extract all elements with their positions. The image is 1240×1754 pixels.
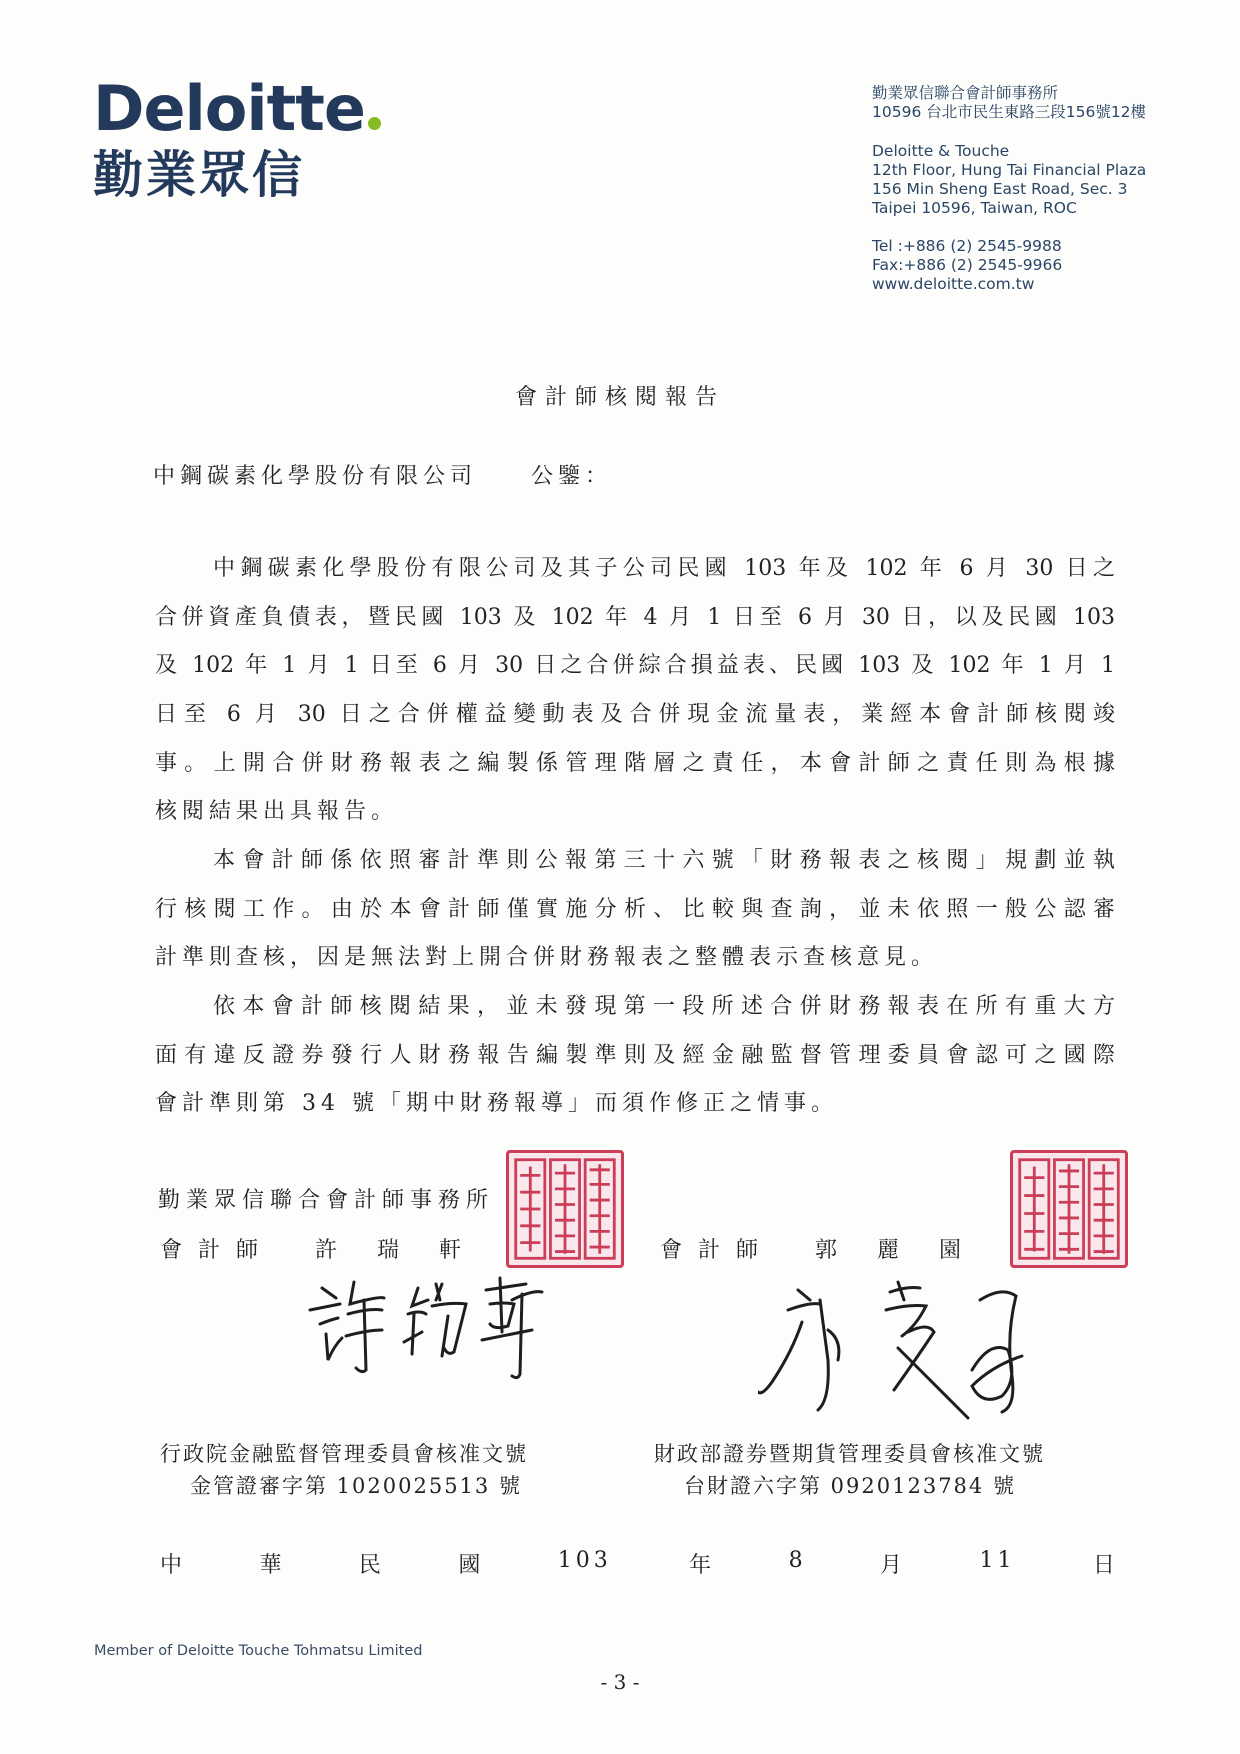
- paragraph-2: [155, 837, 1115, 983]
- addressee: 中鋼碳素化學股份有限公司 公鑒：: [153, 464, 613, 489]
- cpa2-seal: [1010, 1150, 1128, 1268]
- paragraph-3: [155, 983, 1115, 1129]
- paragraph-line: 行核閱工作。由於本會計師僅實施分析、比較與查詢，並未依照一般公認審: [155, 896, 1115, 922]
- fax: Fax:+886 (2) 2545-9966: [872, 256, 1063, 274]
- firm-name-zh: 勤業眾信聯合會計師事務所: [872, 84, 1059, 102]
- date-era-char: 華: [259, 1553, 282, 1578]
- paragraph-line: 本會計師係依照審計準則公報第三十六號「財務報表之核閱」規劃並執: [213, 848, 1115, 873]
- paragraph-line: 核閱結果出具報告。: [155, 799, 399, 825]
- paragraph-line: 依本會計師核閱結果，並未發現第一段所述合併財務報表在所有重大方: [213, 994, 1115, 1019]
- date-era-char: 中: [160, 1553, 183, 1578]
- paragraph-line: 日至 6 月 30 日之合併權益變動表及合併現金流量表，業經本會計師核閱竣: [155, 702, 1115, 728]
- approval1-authority: 行政院金融監督管理委員會核准文號: [160, 1442, 528, 1466]
- address-block-en: [872, 142, 1146, 218]
- page-number: - 3 -: [600, 1670, 640, 1694]
- date-day: 11: [979, 1548, 1016, 1573]
- date-year-unit: 年: [689, 1553, 712, 1578]
- cpa2-name: 郭麗園: [815, 1238, 1002, 1263]
- date-era-char: 民: [358, 1553, 381, 1578]
- approval2-number: 台財證六字第 0920123784 號: [684, 1474, 1016, 1498]
- cpa2-label: 會計師: [660, 1238, 775, 1263]
- paragraph-line: 計準則查核，因是無法對上開合併財務報表之整體表示查核意見。: [155, 945, 939, 971]
- logo-text: Deloitte: [93, 72, 365, 145]
- cpa2-line: [660, 1233, 1002, 1264]
- paragraph-1: [155, 545, 1115, 837]
- cpa2-handwritten-signature: [758, 1270, 1088, 1440]
- approval1-number: 金管證審字第 1020025513 號: [190, 1474, 522, 1498]
- cpa1-handwritten-signature: [300, 1270, 560, 1385]
- address-en-line1: 12th Floor, Hung Tai Financial Plaza: [872, 161, 1147, 179]
- report-title: 會計師核閱報告: [514, 385, 725, 410]
- logo-chinese: 勤業眾信: [93, 146, 305, 204]
- date-year: 103: [557, 1548, 612, 1573]
- date-month-unit: 月: [880, 1553, 903, 1578]
- cpa1-name: 許瑞軒: [315, 1238, 502, 1263]
- cpa1-line: [160, 1233, 502, 1264]
- address-block-zh: [872, 84, 1146, 122]
- contact-block: [872, 237, 1062, 294]
- firm-signature-name: 勤業眾信聯合會計師事務所: [158, 1188, 495, 1213]
- address-zh: 10596 台北市民生東路三段156號12樓: [872, 103, 1147, 121]
- address-en-line3: Taipei 10596, Taiwan, ROC: [872, 199, 1077, 217]
- date-day-unit: 日: [1092, 1553, 1115, 1578]
- firm-name-en: Deloitte & Touche: [872, 142, 1010, 160]
- member-statement: Member of Deloitte Touche Tohmatsu Limited: [94, 1643, 423, 1659]
- approval2-authority: 財政部證券暨期貨管理委員會核准文號: [654, 1442, 1045, 1466]
- deloitte-logo: [93, 72, 381, 145]
- address-en-line2: 156 Min Sheng East Road, Sec. 3: [872, 180, 1128, 198]
- cpa1-seal: [506, 1150, 624, 1268]
- paragraph-line: 會計準則第 34 號「期中財務報導」而須作修正之情事。: [155, 1091, 838, 1117]
- paragraph-line: 及 102 年 1 月 1 日至 6 月 30 日之合併綜合損益表、民國 103 及 102 年 1 月 1: [155, 653, 1115, 679]
- paragraph-line: 合併資產負債表，暨民國 103 及 102 年 4 月 1 日至 6 月 30 日，以及民國 103: [155, 604, 1115, 630]
- cpa1-label: 會計師: [160, 1238, 275, 1263]
- paragraph-line: 中鋼碳素化學股份有限公司及其子公司民國 103 年及 102 年 6 月 30 日之: [213, 556, 1115, 581]
- paragraph-line: 事。上開合併財務報表之編製係管理階層之責任，本會計師之責任則為根據: [155, 750, 1115, 776]
- paragraph-line: 面有違反證券發行人財務報告編製準則及經金融監督管理委員會認可之國際: [155, 1042, 1115, 1068]
- logo-dot: [368, 117, 381, 130]
- seal-pattern-icon: [509, 1153, 621, 1265]
- date-era-char: 國: [458, 1553, 481, 1578]
- report-date: [160, 1548, 1115, 1579]
- seal-pattern-icon: [1013, 1153, 1125, 1265]
- date-month: 8: [788, 1548, 803, 1573]
- telephone: Tel :+886 (2) 2545-9988: [872, 237, 1062, 255]
- website-link[interactable]: www.deloitte.com.tw: [872, 275, 1035, 293]
